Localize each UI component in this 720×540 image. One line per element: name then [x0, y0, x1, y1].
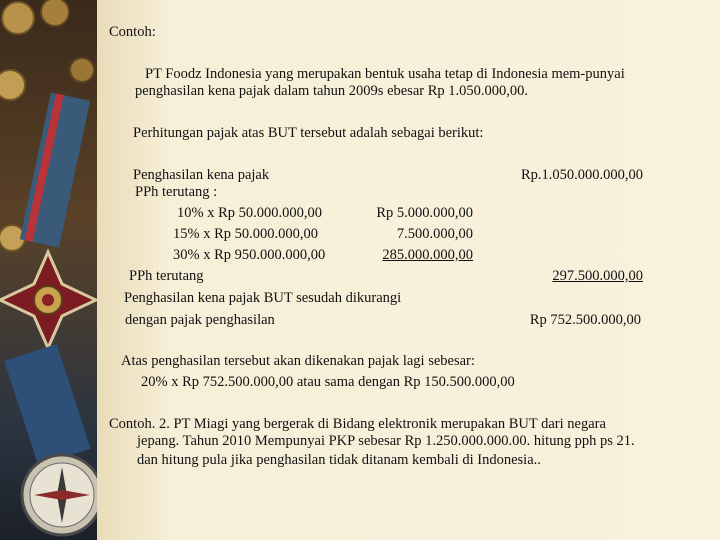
pph-total-value: 297.500.000,00 [552, 268, 643, 284]
example2-line-3: dan hitung pula jika penghasilan tidak ditanam kembali di Indonesia.. [137, 452, 541, 468]
further-line-1: Atas penghasilan tersebut akan dikenakan pajak lagi sebesar: [121, 353, 475, 369]
net-label-2: dengan pajak penghasilan [125, 312, 275, 328]
medal-compass-illustration [0, 0, 97, 540]
pph-total-label: PPh terutang [129, 268, 204, 284]
pkp-label: Penghasilan kena pajak [133, 167, 270, 183]
calc-intro: Perhitungan pajak atas BUT tersebut adalah sebagai berikut: [133, 125, 484, 141]
intro-line-1: PT Foodz Indonesia yang merupakan bentuk usaha tetap di Indonesia mem-punyai [145, 66, 625, 82]
tax-row-3-value: 285.000.000,00 [382, 247, 473, 263]
net-value: Rp 752.500.000,00 [529, 312, 641, 328]
tax-row-2-value: 7.500.000,00 [396, 226, 473, 242]
tax-row-2-label: 15% x Rp 50.000.000,00 [173, 226, 318, 242]
tax-row-1-value: Rp 5.000.000,00 [376, 205, 473, 221]
heading: Contoh: [109, 24, 156, 40]
intro-line-2: penghasilan kena pajak dalam tahun 2009s ebesar Rp 1.050.000,00. [135, 83, 529, 99]
net-label-1: Penghasilan kena pajak BUT sesudah dikurangi [124, 290, 402, 306]
further-line-2: 20% x Rp 752.500.000,00 atau sama dengan Rp 150.500.000,00 [141, 374, 515, 390]
tax-row-3-label: 30% x Rp 950.000.000,00 [173, 247, 326, 263]
tax-row-1-label: 10% x Rp 50.000.000,00 [177, 205, 322, 221]
pph-label: PPh terutang : [135, 184, 218, 200]
example2-line-1: Contoh. 2. PT Miagi yang bergerak di Bidang elektronik merupakan BUT dari negara [109, 416, 606, 432]
slide-content [97, 0, 720, 540]
decorative-sidebar-image [0, 0, 97, 540]
example2-line-2: jepang. Tahun 2010 Mempunyai PKP sebesar Rp 1.250.000.000.00. hitung pph ps 21. [137, 433, 635, 449]
pkp-value: Rp.1.050.000.000,00 [520, 167, 643, 183]
